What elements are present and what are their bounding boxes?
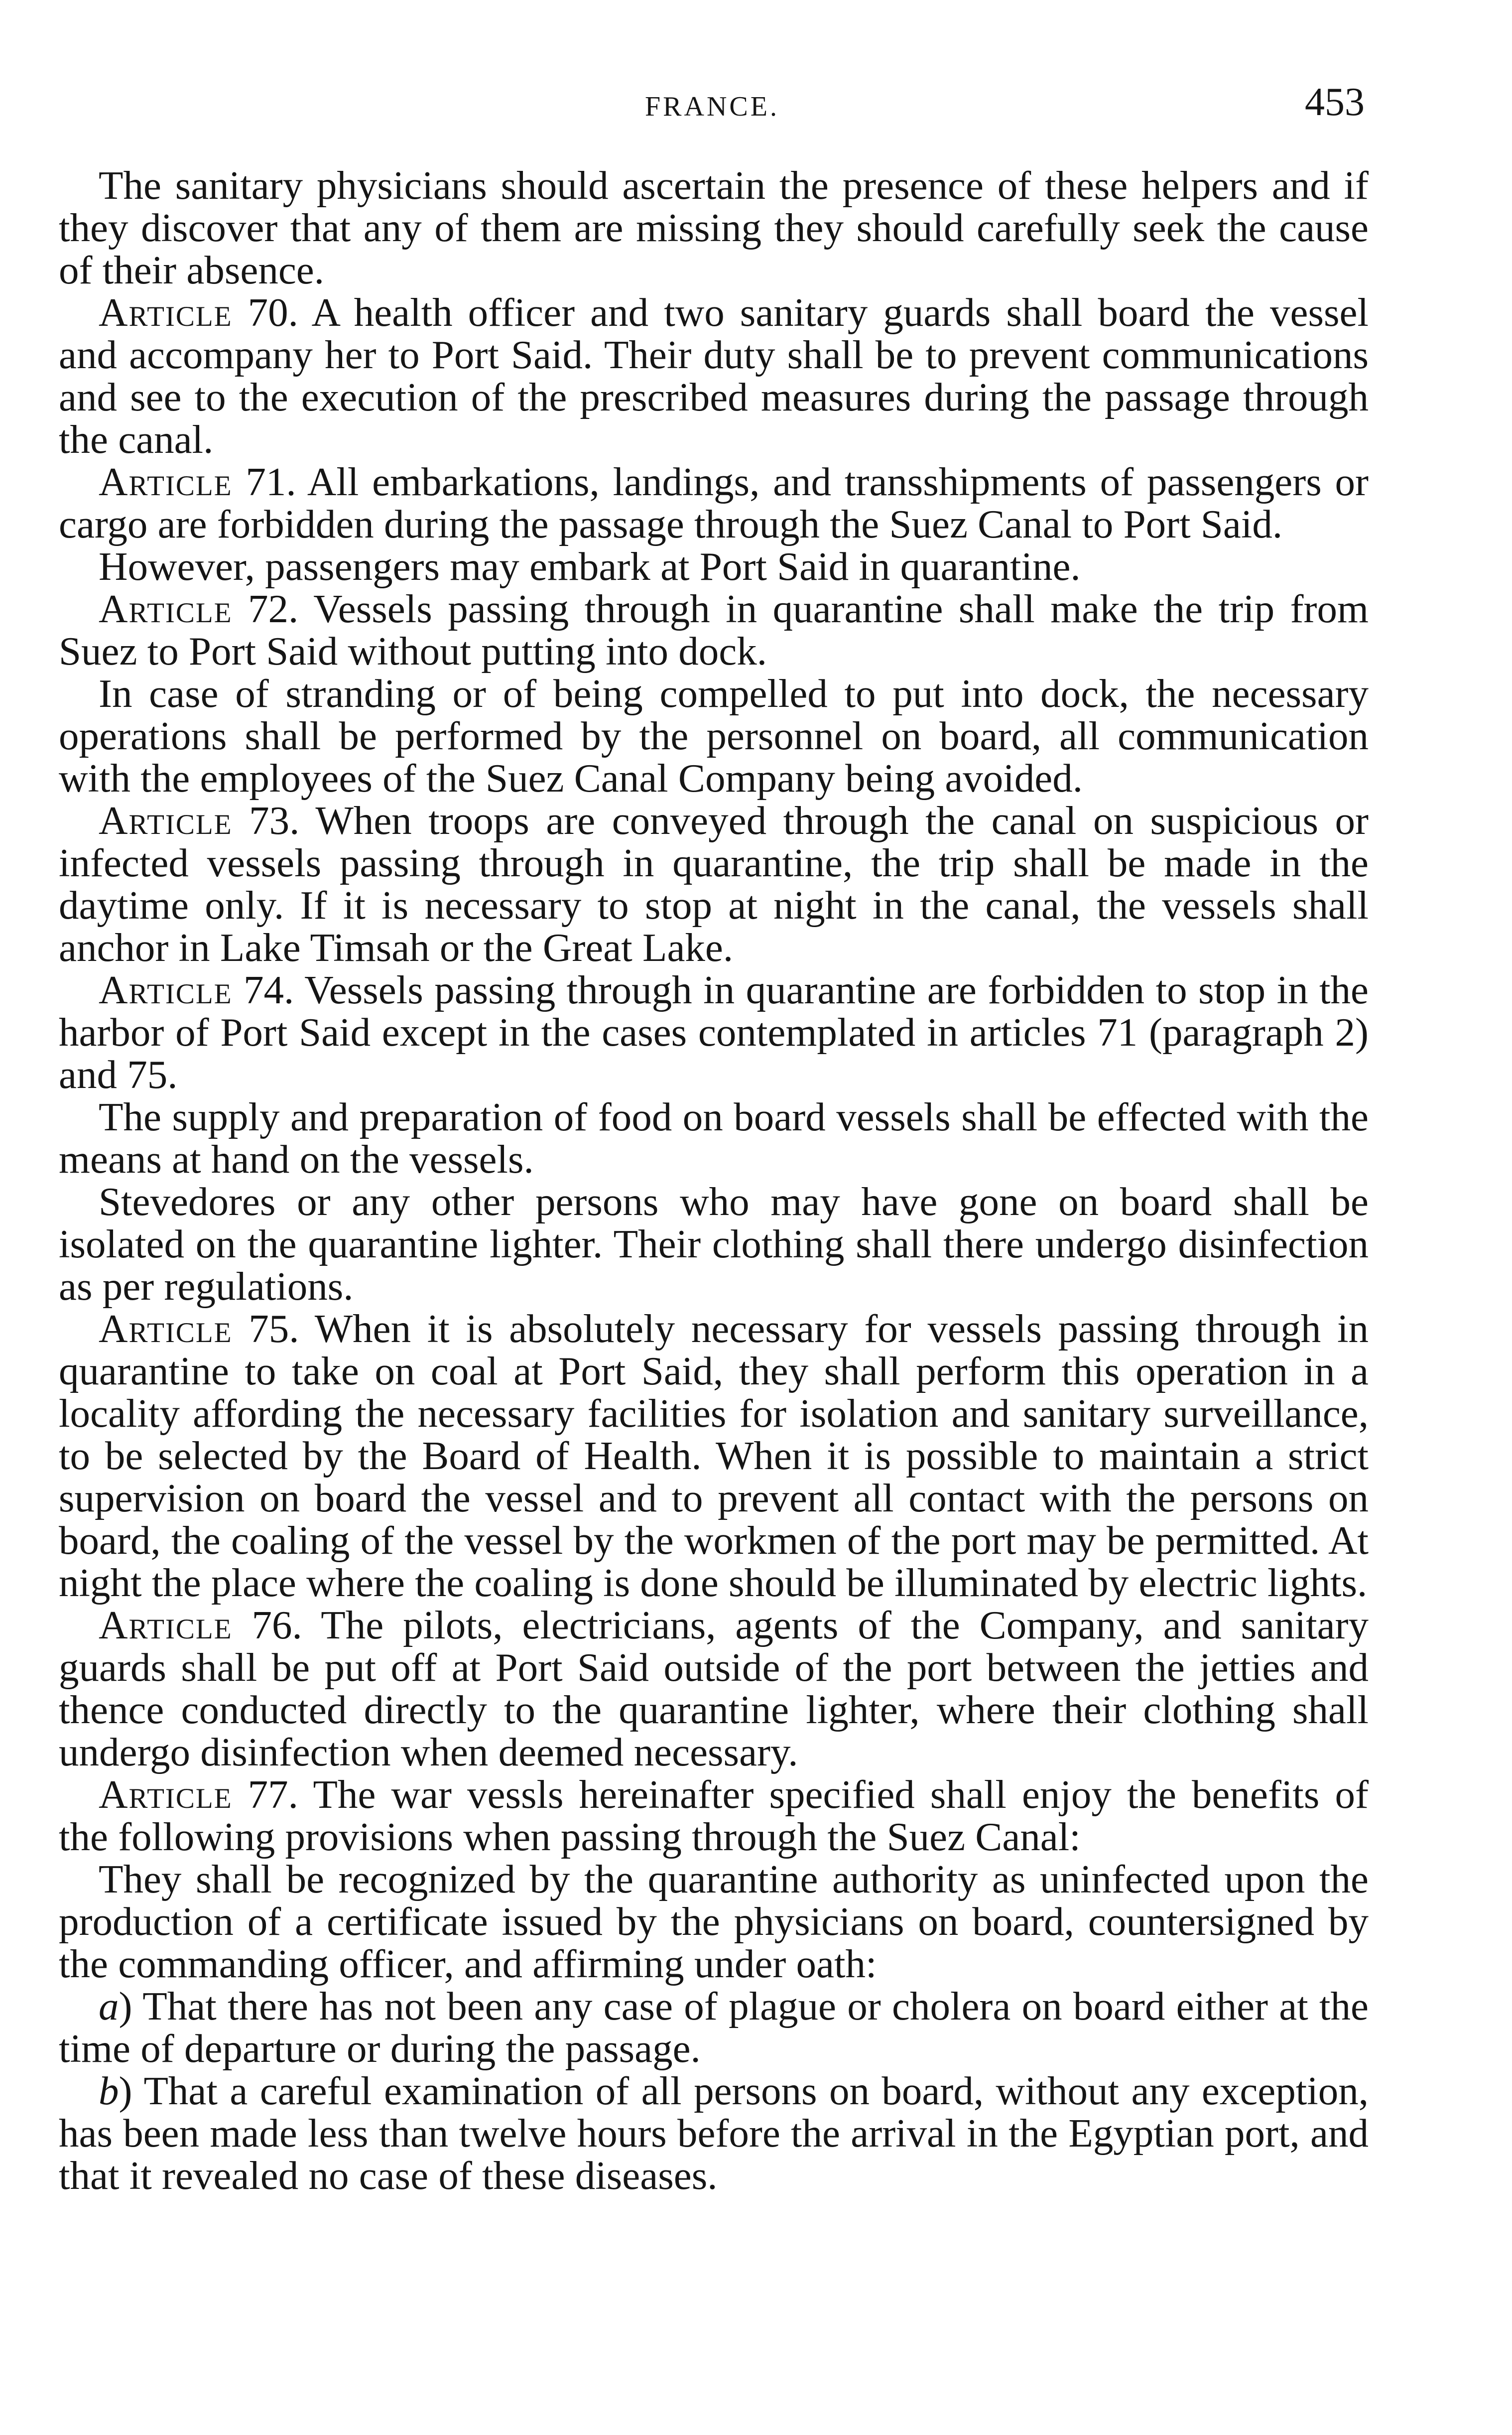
paragraph <box>59 164 1369 291</box>
paragraph-text: 75. When it is absolutely necessary for vessels passing through in quarantine to take on coal at Port Said, they shall perform this operation in a locality affording the necessary facilities for isolation and sanitary surveillance, to be selected by the Board of Health. When it is possible to maintain a strict supervision on board the vessel and to prevent all contact with the persons on board, the coaling of the vessel by the workmen of the port may be permitted. At night the place where the coaling is done should be illuminated by electric lights. <box>59 1306 1369 1605</box>
paragraph <box>59 1858 1369 1985</box>
paragraph-text: In case of stranding or of being compelled to put into dock, the necessary operations shall be performed by the personnel on board, all communication with the employees of the Suez Canal Company being avoided. <box>59 671 1369 801</box>
paragraph-text: The sanitary physicians should ascertain the presence of these helpers and if they discover that any of them are missing they should carefully seek the cause of their absence. <box>59 163 1369 292</box>
paragraph-article-75 <box>59 1308 1369 1604</box>
paragraph-article-72 <box>59 588 1369 673</box>
paragraph <box>59 1181 1369 1308</box>
paragraph-text: 74. Vessels passing through in quarantine are forbidden to stop in the harbor of Port Said except in the cases contemplated in articles 71 (paragraph 2) and 75. <box>59 967 1369 1097</box>
running-title: FRANCE. <box>645 91 779 122</box>
article-label: Article <box>99 1306 233 1351</box>
paragraph-text: 72. Vessels passing through in quarantine shall make the trip from Suez to Port Said without putting into dock. <box>59 586 1369 674</box>
paragraph-article-74 <box>59 969 1369 1096</box>
paragraph <box>59 673 1369 800</box>
paragraph-text: ) That there has not been any case of plague or cholera on board either at the time of departure or during the passage. <box>59 1984 1369 2071</box>
article-label: Article <box>99 967 233 1012</box>
paragraph-text: ) That a careful examination of all persons on board, without any exception, has been made less than twelve hours before the arrival in the Egyptian port, and that it revealed no case of these diseases. <box>59 2068 1369 2198</box>
page-number: 453 <box>1305 80 1365 124</box>
paragraph-text: Stevedores or any other persons who may have gone on board shall be isolated on the quarantine lighter. Their clothing shall there undergo disinfection as per regulations. <box>59 1179 1369 1309</box>
article-label: Article <box>99 459 233 504</box>
item-letter: a <box>99 1984 119 2029</box>
paragraph-item-b <box>59 2070 1369 2197</box>
paragraph <box>59 1096 1369 1181</box>
paragraph-article-71 <box>59 461 1369 545</box>
paragraph-text: They shall be recognized by the quarantine authority as uninfected upon the production of a certificate issued by the physicians on board, countersigned by the commanding officer, and affirming under oath: <box>59 1857 1369 1986</box>
paragraph-article-73 <box>59 800 1369 969</box>
paragraph-text: The supply and preparation of food on board vessels shall be effected with the means at hand on the vessels. <box>59 1094 1369 1182</box>
paragraph-item-a <box>59 1985 1369 2070</box>
item-letter: b <box>99 2068 119 2113</box>
paragraph-article-76 <box>59 1604 1369 1773</box>
article-text <box>59 164 1369 2197</box>
article-label: Article <box>99 1603 233 1647</box>
article-label: Article <box>99 290 233 335</box>
article-label: Article <box>99 798 233 843</box>
paragraph-text: 70. A health officer and two sanitary guards shall board the vessel and accompany her to Port Said. Their duty shall be to prevent communications and see to the execution of the prescribed measures during the passage through the canal. <box>59 290 1369 462</box>
paragraph-text: 77. The war vessls hereinafter specified shall enjoy the benefits of the following provisions when passing through the Suez Canal: <box>59 1772 1369 1859</box>
paragraph-article-70 <box>59 291 1369 461</box>
paragraph <box>59 545 1369 588</box>
article-label: Article <box>99 1772 233 1817</box>
running-head <box>60 80 1365 139</box>
paragraph-text: 73. When troops are conveyed through the canal on suspicious or infected vessels passing through in quarantine, the trip shall be made in the daytime only. If it is necessary to stop at night in the canal, the vessels shall anchor in Lake Timsah or the Great Lake. <box>59 798 1369 970</box>
paragraph-text: 76. The pilots, electricians, agents of the Company, and sanitary guards shall be put off at Port Said outside of the port between the jetties and thence conducted directly to the quarantine lighter, where their clothing shall undergo disinfection when deemed necessary. <box>59 1603 1369 1774</box>
paragraph-text: However, passengers may embark at Port Said in quarantine. <box>99 544 1081 589</box>
article-label: Article <box>99 586 233 631</box>
paragraph-article-77 <box>59 1773 1369 1858</box>
paragraph-text: 71. All embarkations, landings, and transshipments of passengers or cargo are forbidden during the passage through the Suez Canal to Port Said. <box>59 459 1369 546</box>
